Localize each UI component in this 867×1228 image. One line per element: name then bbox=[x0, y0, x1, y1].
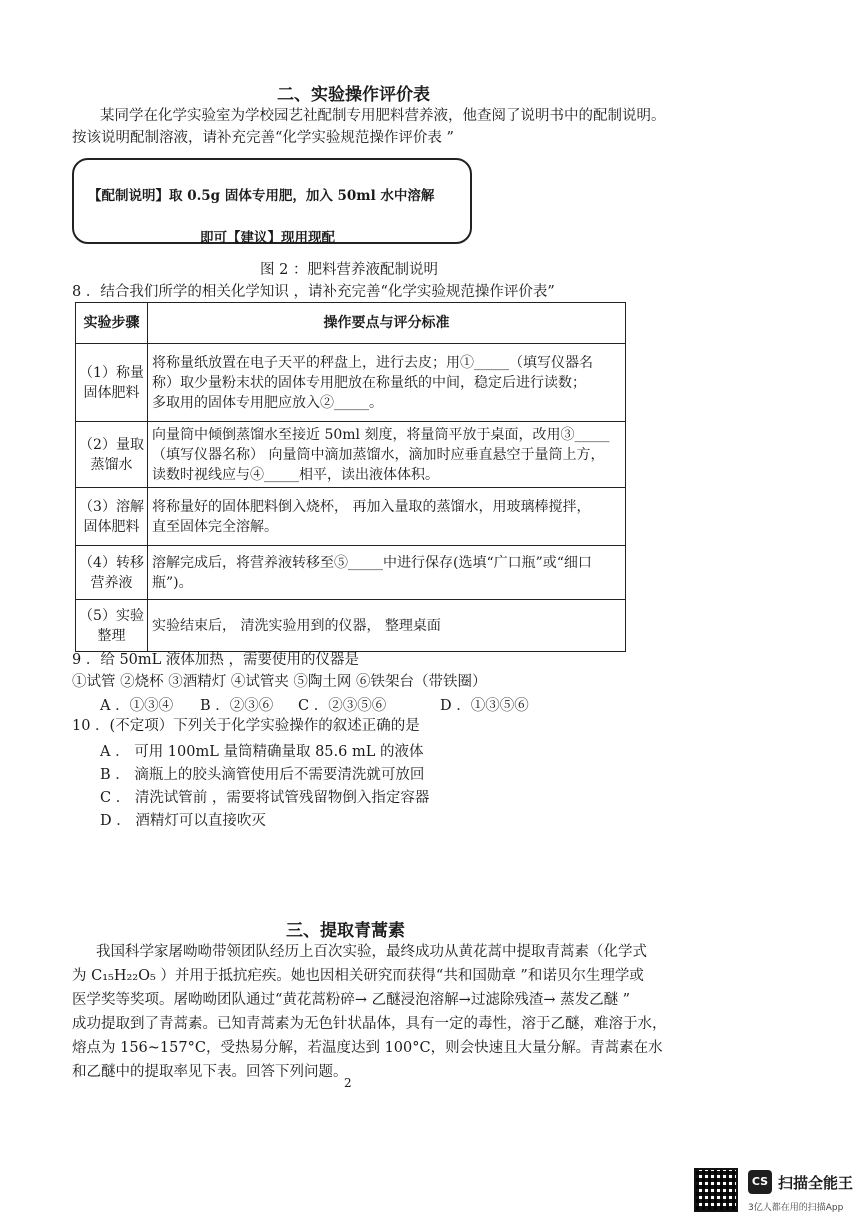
header-criteria: 操作要点与评分标准 bbox=[148, 303, 626, 344]
q9-option-a: A ．①③④ bbox=[100, 698, 174, 714]
step-line: （2）量取 bbox=[79, 436, 144, 453]
step-line: （1）称量 bbox=[79, 364, 144, 381]
cs-logo-icon: CS bbox=[748, 1170, 772, 1194]
section3-line6: 和乙醚中的提取率见下表。回答下列问题。 bbox=[72, 1064, 348, 1080]
step-line: 营养液 bbox=[90, 574, 133, 591]
criteria-line: 将称量纸放置在电子天平的秤盘上，进行去皮；用①_____（填写仪器名 bbox=[152, 354, 593, 371]
section2-intro-line1: 某同学在化学实验室为学校园艺社配制专用肥料营养液，他查阅了说明书中的配制说明。 bbox=[100, 108, 666, 124]
row-step bbox=[76, 344, 148, 422]
criteria-line: 将称量好的固体肥料倒入烧杯， 再加入量取的蒸馏水，用玻璃棒搅拌， bbox=[152, 498, 591, 515]
criteria-line: 实验结束后， 清洗实验用到的仪器， 整理桌面 bbox=[152, 617, 441, 634]
row-step bbox=[76, 600, 148, 652]
criteria-line: （填写仪器名称） 向量筒中滴加蒸馏水，滴加时应垂直悬空于量筒上方， bbox=[152, 446, 605, 463]
qr-code bbox=[694, 1168, 738, 1212]
page-number: 2 bbox=[344, 1076, 352, 1090]
section3-line4: 成功提取到了青蒿素。已知青蒿素为无色针状晶体，具有一定的毒性，溶于乙醚，难溶于水， bbox=[72, 1016, 667, 1032]
step-line: 整理 bbox=[97, 627, 126, 644]
row-criteria bbox=[148, 600, 626, 652]
header-step: 实验步骤 bbox=[76, 303, 148, 344]
instruction-box-line1: 【配制说明】取 0.5g 固体专用肥，加入 50ml 水中溶解 bbox=[88, 188, 435, 204]
row-step bbox=[76, 488, 148, 546]
step-line: 固体肥料 bbox=[83, 518, 140, 535]
evaluation-table bbox=[75, 302, 626, 652]
section2-title: 二、实验操作评价表 bbox=[277, 85, 430, 105]
instruction-box bbox=[72, 158, 472, 244]
q8-stem: 8 ．结合我们所学的相关化学知识 ，请补充完善“化学实验规范操作评价表” bbox=[72, 284, 555, 300]
watermark-tagline: 3亿人都在用的扫描App bbox=[748, 1203, 844, 1213]
q10-option-d: D ． 酒精灯可以直接吹灭 bbox=[100, 813, 266, 829]
q9-stem: 9 ．给 50mL 液体加热 ，需要使用的仪器是 bbox=[72, 652, 359, 668]
step-line: （5）实验 bbox=[79, 607, 144, 624]
section2-intro-line2: 按该说明配制溶液，请补充完善“化学实验规范操作评价表 ” bbox=[72, 130, 454, 146]
section3-line3: 医学奖等奖项。屠呦呦团队通过“黄花蒿粉碎→ 乙醚浸泡溶解→过滤除残渣→ 蒸发乙醚 ” bbox=[72, 992, 631, 1008]
row-criteria bbox=[148, 488, 626, 546]
q10-option-a: A ． 可用 100mL 量筒精确量取 85.6 mL 的液体 bbox=[100, 744, 424, 760]
row-step bbox=[76, 546, 148, 600]
criteria-line: 直至固体完全溶解。 bbox=[152, 518, 278, 535]
table-row bbox=[76, 488, 626, 546]
criteria-line: 向量筒中倾倒蒸馏水至接近 50ml 刻度，将量筒平放于桌面，改用③_____ bbox=[152, 426, 610, 443]
section3-title: 三、提取青蒿素 bbox=[286, 921, 405, 941]
step-line: （4）转移 bbox=[79, 554, 144, 571]
q9-option-b: B ．②③⑥ bbox=[200, 698, 274, 714]
instruction-box-line2: 即可【建议】现用现配 bbox=[200, 230, 335, 246]
table-row bbox=[76, 600, 626, 652]
row-criteria bbox=[148, 344, 626, 422]
q10-option-b: B ． 滴瓶上的胶头滴管使用后不需要清洗就可放回 bbox=[100, 767, 425, 783]
row-criteria bbox=[148, 546, 626, 600]
table-row bbox=[76, 546, 626, 600]
row-step bbox=[76, 422, 148, 488]
criteria-line: 多取用的固体专用肥应放入②_____。 bbox=[152, 394, 383, 411]
section3-line2: 为 C₁₅H₂₂O₅ ）并用于抵抗疟疾。她也因相关研究而获得“共和国勋章 ”和诺贝尔生理学或 bbox=[72, 968, 644, 984]
q10-stem: 10 ．(不定项）下列关于化学实验操作的叙述正确的是 bbox=[72, 718, 420, 734]
criteria-line: 读数时视线应与④_____相平，读出液体体积。 bbox=[152, 466, 439, 483]
step-line: （3）溶解 bbox=[79, 498, 144, 515]
table-row bbox=[76, 422, 626, 488]
section3-line1: 我国科学家屠呦呦带领团队经历上百次实验，最终成功从黄花蒿中提取青蒿素（化学式 bbox=[96, 944, 647, 960]
step-line: 固体肥料 bbox=[83, 384, 140, 401]
table-header-row bbox=[76, 303, 626, 344]
section3-line5: 熔点为 156~157°C，受热易分解，若温度达到 100°C，则会快速且大量分解。青蒿素在水 bbox=[72, 1040, 663, 1056]
q9-option-d: D ．①③⑤⑥ bbox=[440, 698, 529, 714]
criteria-line: 溶解完成后，将营养液转移至⑤_____中进行保存(选填“广口瓶”或“细口瓶”)。 bbox=[152, 554, 592, 591]
q9-option-c: C ．②③⑤⑥ bbox=[298, 698, 387, 714]
row-criteria bbox=[148, 422, 626, 488]
criteria-line: 称）取少量粉末状的固体专用肥放在称量纸的中间，稳定后进行读数； bbox=[152, 374, 586, 391]
q10-option-c: C ． 清洗试管前 ，需要将试管残留物倒入指定容器 bbox=[100, 790, 430, 806]
q9-items: ①试管 ②烧杯 ③酒精灯 ④试管夹 ⑤陶土网 ⑥铁架台（带铁圈） bbox=[72, 674, 487, 690]
figure-caption: 图 2 ：肥料营养液配制说明 bbox=[260, 262, 438, 278]
step-line: 蒸馏水 bbox=[90, 456, 133, 473]
watermark-app-name: 扫描全能王 bbox=[778, 1174, 854, 1192]
table-row bbox=[76, 344, 626, 422]
